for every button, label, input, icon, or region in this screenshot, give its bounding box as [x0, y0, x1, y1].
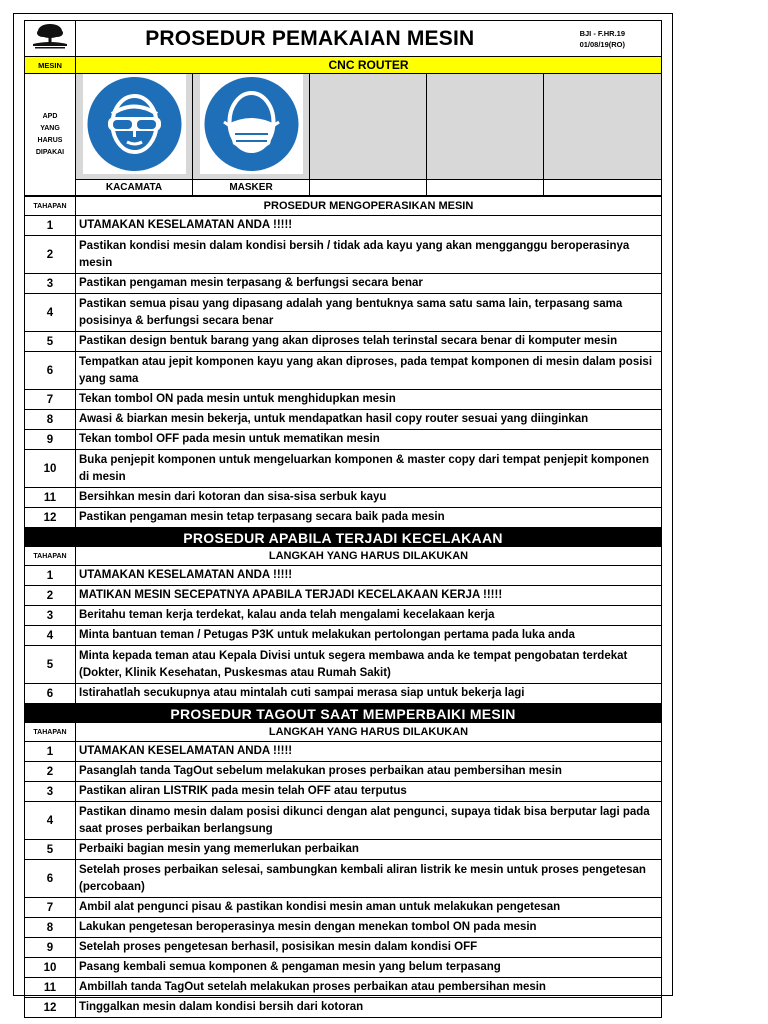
ppe-name: [544, 180, 662, 196]
step-number: 12: [25, 998, 76, 1018]
step-number: 10: [25, 958, 76, 978]
step-text: Buka penjepit komponen untuk mengeluarkan komponen & master copy dari tempat penjepit komponen di mesin: [76, 450, 662, 488]
step-text: Minta kepada teman atau Kepala Divisi untuk segera membawa anda ke tempat pengobatan terdekat (Dokter, Klinik Kesehatan, Puskesmas atau Rumah Sakit): [76, 646, 662, 684]
ppe-cell-empty: [310, 74, 427, 180]
step-number: 9: [25, 938, 76, 958]
ppe-name: KACAMATA: [76, 180, 193, 196]
step-number: 7: [25, 898, 76, 918]
step-number: 1: [25, 566, 76, 586]
step-text: Tekan tombol ON pada mesin untuk menghidupkan mesin: [76, 390, 662, 410]
column-label: TAHAPAN: [25, 723, 76, 742]
document-code: [544, 21, 662, 57]
section-subtitle: PROSEDUR MENGOPERASIKAN MESIN: [76, 197, 662, 216]
step-text: UTAMAKAN KESELAMATAN ANDA !!!!!: [76, 566, 662, 586]
step-number: 2: [25, 586, 76, 606]
apd-label-line: APD: [42, 112, 58, 120]
step-number: 9: [25, 430, 76, 450]
step-number: 4: [25, 802, 76, 840]
step-text: UTAMAKAN KESELAMATAN ANDA !!!!!: [76, 216, 662, 236]
ppe-cell-mask: [193, 74, 310, 180]
step-number: 2: [25, 236, 76, 274]
step-number: 11: [25, 978, 76, 998]
step-text: Ambillah tanda TagOut setelah melakukan proses perbaikan atau pembersihan mesin: [76, 978, 662, 998]
ppe-cell-goggles: [76, 74, 193, 180]
tree-logo-icon: [29, 22, 71, 50]
step-text: Beritahu teman kerja terdekat, kalau anda telah mengalami kecelakaan kerja: [76, 606, 662, 626]
step-number: 8: [25, 410, 76, 430]
step-number: 5: [25, 332, 76, 352]
step-number: 5: [25, 646, 76, 684]
step-number: 5: [25, 840, 76, 860]
safety-goggles-icon: [83, 74, 186, 174]
section-heading: PROSEDUR TAGOUT SAAT MEMPERBAIKI MESIN: [25, 705, 662, 723]
machine-name: CNC ROUTER: [76, 57, 662, 74]
step-text: Istirahatlah secukupnya atau mintalah cuti sampai merasa siap untuk bekerja lagi: [76, 684, 662, 704]
column-label: TAHAPAN: [25, 197, 76, 216]
ppe-cell-empty: [544, 74, 662, 180]
section-heading: PROSEDUR APABILA TERJADI KECELAKAAN: [25, 529, 662, 547]
procedure-sheet: [24, 20, 661, 1018]
step-text: Pastikan aliran LISTRIK pada mesin telah OFF atau terputus: [76, 782, 662, 802]
step-number: 1: [25, 742, 76, 762]
step-text: Awasi & biarkan mesin bekerja, untuk mendapatkan hasil copy router sesuai yang diinginkan: [76, 410, 662, 430]
step-text: Setelah proses pengetesan berhasil, posisikan mesin dalam kondisi OFF: [76, 938, 662, 958]
section-subtitle: LANGKAH YANG HARUS DILAKUKAN: [76, 547, 662, 566]
step-text: Pastikan kondisi mesin dalam kondisi bersih / tidak ada kayu yang akan mengganggu beroperasinya mesin: [76, 236, 662, 274]
step-text: MATIKAN MESIN SECEPATNYA APABILA TERJADI KECELAKAAN KERJA !!!!!: [76, 586, 662, 606]
section-subtitle: LANGKAH YANG HARUS DILAKUKAN: [76, 723, 662, 742]
step-text: Minta bantuan teman / Petugas P3K untuk melakukan pertolongan pertama pada luka anda: [76, 626, 662, 646]
step-number: 7: [25, 390, 76, 410]
step-number: 3: [25, 606, 76, 626]
operation-procedure-table: [24, 196, 662, 528]
step-text: Pastikan design bentuk barang yang akan diproses telah terinstal secara benar di komputer mesin: [76, 332, 662, 352]
header-table: [24, 20, 662, 196]
step-text: Pasang kembali semua komponen & pengaman mesin yang belum terpasang: [76, 958, 662, 978]
doc-date: 01/08/19(RO): [579, 39, 626, 49]
step-text: Pastikan pengaman mesin tetap terpasang secara baik pada mesin: [76, 508, 662, 528]
step-number: 1: [25, 216, 76, 236]
accident-procedure-table: [24, 528, 662, 704]
ppe-name: [427, 180, 544, 196]
step-text: Bersihkan mesin dari kotoran dan sisa-sisa serbuk kayu: [76, 488, 662, 508]
step-text: Tinggalkan mesin dalam kondisi bersih dari kotoran: [76, 998, 662, 1018]
step-number: 12: [25, 508, 76, 528]
step-text: Pastikan dinamo mesin dalam posisi dikunci dengan alat pengunci, supaya tidak bisa berputar lagi pada saat proses perbaikan berlangsung: [76, 802, 662, 840]
step-text: Ambil alat pengunci pisau & pastikan kondisi mesin aman untuk melakukan pengetesan: [76, 898, 662, 918]
ppe-name: MASKER: [193, 180, 310, 196]
apd-label: [25, 74, 76, 196]
ppe-cell-empty: [427, 74, 544, 180]
column-label: TAHAPAN: [25, 547, 76, 566]
step-number: 4: [25, 294, 76, 332]
step-text: Tempatkan atau jepit komponen kayu yang akan diproses, pada tempat komponen di mesin dalam posisi yang sama: [76, 352, 662, 390]
step-number: 11: [25, 488, 76, 508]
step-number: 6: [25, 352, 76, 390]
step-text: Lakukan pengetesan beroperasinya mesin dengan menekan tombol ON pada mesin: [76, 918, 662, 938]
step-text: Tekan tombol OFF pada mesin untuk mematikan mesin: [76, 430, 662, 450]
step-text: Setelah proses perbaikan selesai, sambungkan kembali aliran listrik ke mesin untuk proses pengetesan (percobaan): [76, 860, 662, 898]
step-text: Perbaiki bagian mesin yang memerlukan perbaikan: [76, 840, 662, 860]
step-text: UTAMAKAN KESELAMATAN ANDA !!!!!: [76, 742, 662, 762]
machine-label: MESIN: [25, 57, 76, 74]
step-number: 8: [25, 918, 76, 938]
step-text: Pasanglah tanda TagOut sebelum melakukan proses perbaikan atau pembersihan mesin: [76, 762, 662, 782]
apd-label-line: YANG: [40, 124, 60, 132]
step-text: Pastikan semua pisau yang dipasang adalah yang bentuknya sama satu sama lain, terpasang sama posisinya & berfungsi secara benar: [76, 294, 662, 332]
apd-label-line: HARUS: [37, 136, 63, 144]
step-number: 6: [25, 860, 76, 898]
apd-label-line: DIPAKAI: [35, 148, 65, 156]
ppe-name: [310, 180, 427, 196]
step-number: 6: [25, 684, 76, 704]
step-number: 3: [25, 274, 76, 294]
company-logo: [25, 21, 76, 57]
doc-code: BJI - F.HR.19: [579, 28, 626, 38]
step-text: Pastikan pengaman mesin terpasang & berfungsi secara benar: [76, 274, 662, 294]
step-number: 10: [25, 450, 76, 488]
step-number: 4: [25, 626, 76, 646]
tagout-procedure-table: [24, 704, 662, 1018]
face-mask-icon: [200, 74, 303, 174]
step-number: 2: [25, 762, 76, 782]
page-title: PROSEDUR PEMAKAIAN MESIN: [76, 21, 544, 57]
step-number: 3: [25, 782, 76, 802]
